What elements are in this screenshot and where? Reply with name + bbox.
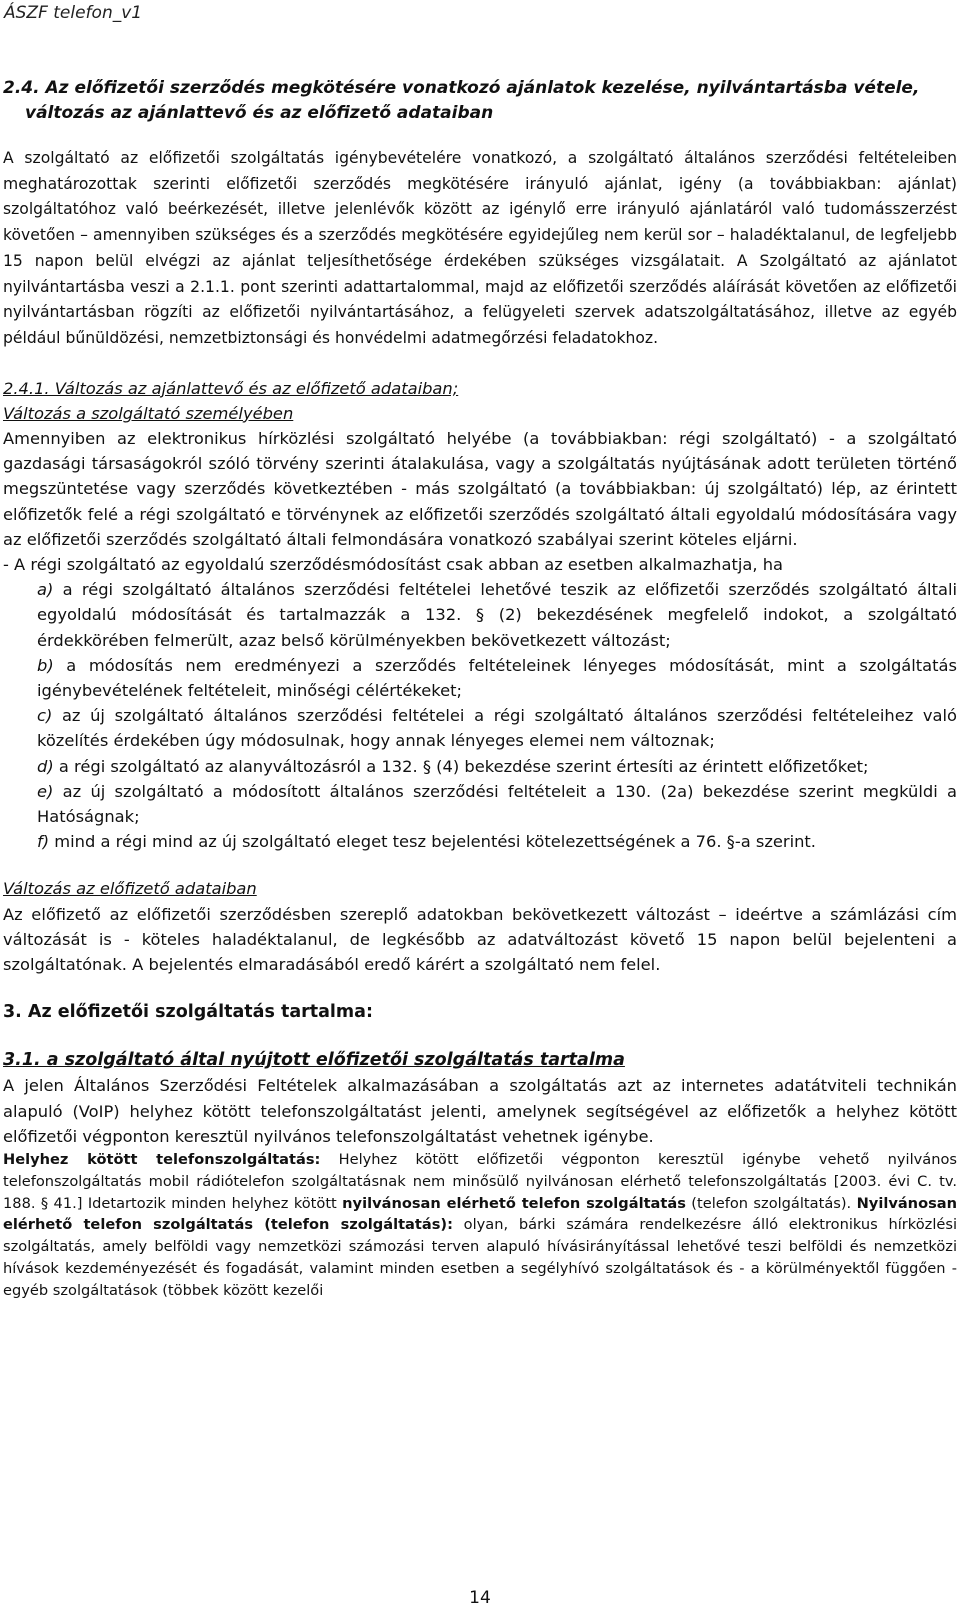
subscriber-change-paragraph: Az előfizető az előfizetői szerződésben szereplő adatokban bekövetkezett változást – ideértve a számlázási cím változását is - köteles haladéktalanul, de legkésőbb az adatváltozást követő 15 napon belül bejelenteni a szolgáltatónak. A bejelentés elmaradásából eredő kárért a szolgáltató nem felel. xyxy=(3,904,957,975)
list-item-text: az új szolgáltató a módosított általános szerződési feltételeit a 130. (2a) bekezdése szerint megküldi a Hatóságnak; xyxy=(37,781,957,827)
document-body xyxy=(3,76,957,1301)
list-item-text: az új szolgáltató általános szerződési feltételei a régi szolgáltató általános szerződési feltételeihez való közelítés érdekében úgy módosulnak, hogy annak lényeges elemei nem változnak; xyxy=(37,706,957,751)
list-item-marker: f) xyxy=(37,832,50,852)
list-item-marker: b) xyxy=(37,655,54,675)
list-item-text: a régi szolgáltató általános szerződési feltételei lehetővé teszik az előfizetői szerződés szolgáltató általi egyoldalú módosítását és tartalmazzák a 132. § (2) bekezdésének megfelelő indokot, a szolgáltató érdekkörében felmerült, azaz belső körülményekben bekövetkezett változást; xyxy=(37,580,957,650)
definition-tail: (telefon szolgáltatás). xyxy=(685,1194,857,1212)
list-item-marker: a) xyxy=(37,580,54,600)
definition-inline-bold: nyilvánosan elérhető telefon szolgáltatás xyxy=(342,1194,686,1212)
list-item xyxy=(3,577,957,653)
section-2-4-1-heading-text: 2.4.1. Változás az ajánlattevő és az előfizető adataiban; xyxy=(3,378,459,398)
subheading-provider-change xyxy=(3,401,957,426)
section-3-1-heading: 3.1. a szolgáltató által nyújtott előfizetői szolgáltatás tartalma xyxy=(3,1050,625,1071)
definition-text-public-telephony: olyan, bárki számára rendelkezésre álló elektronikus hírközlési szolgáltatás, amely belföldi vagy nemzetközi számozási terven alapuló hívásirányítással lehetővé teszi belföldi és nemzetközi hívások kezdeményezését és fogadását, valamint minden esetben a segélyhívó szolgáltatások és - a körülményektől függően - egyéb szolgáltatások (többek között kezelői xyxy=(3,1216,958,1299)
list-item-marker: e) xyxy=(37,781,54,801)
subheading-provider-change-text: Változás a szolgáltató személyében xyxy=(3,403,294,423)
list-item-text: a módosítás nem eredményezi a szerződés feltételeinek lényeges módosítását, mint a szolgáltatás igénybevételének feltételeit, minőségi célértékeket; xyxy=(37,655,957,701)
definition-term-fixed-telephony: Helyhez kötött telefonszolgáltatás: xyxy=(3,1150,321,1168)
page-number: 14 xyxy=(469,1588,491,1608)
definition-term-public-telephony: Nyilvánosan elérhető telefon szolgáltatás (telefon szolgáltatás): xyxy=(3,1194,958,1234)
list-item xyxy=(3,754,957,779)
section-3-heading: 3. Az előfizetői szolgáltatás tartalma: xyxy=(3,1002,373,1023)
amendment-condition-intro: - A régi szolgáltató az egyoldalú szerződésmódosítást csak abban az esetben alkalmazhatja, ha xyxy=(3,555,784,575)
list-item xyxy=(3,703,957,753)
list-item-marker: d) xyxy=(37,756,54,776)
subheading-subscriber-change xyxy=(3,876,957,901)
list-item xyxy=(3,653,957,703)
definition-text-fixed-telephony: Helyhez kötött előfizetői végponton keresztül igénybe vehető nyilvános telefonszolgáltatás mobil rádiótelefon szolgáltatásnak nem minősülő nyilvánosan elérhető telefonszolgáltatás [2003. évi C. tv. 188. § 41.] Idetartozik minden helyhez kötött xyxy=(3,1150,957,1212)
condition-list xyxy=(3,577,957,854)
list-item-marker: c) xyxy=(37,706,53,726)
definitions-paragraph xyxy=(3,1149,957,1302)
provider-change-paragraph: Amennyiben az elektronikus hírközlési szolgáltató helyébe (a továbbiakban: régi szolgáltató) - a szolgáltató gazdasági társaságokról szóló törvény szerinti átalakulása, vagy a szolgáltatás nyújtásának adott területen történő megszüntetése vagy szerződés következtében - más szolgáltató (a továbbiakban: új szolgáltató) lép, az érintett előfizetők felé a régi szolgáltató e törvénynek az előfizetői szerződés szolgáltató általi egyoldalú módosítására vagy az előfizetői szerződés szolgáltató általi felmondására vonatkozó szabályai szerint köteles eljárni. xyxy=(3,429,957,549)
list-item xyxy=(3,779,957,829)
list-item xyxy=(3,829,957,854)
section-2-4-heading: 2.4. Az előfizetői szerződés megkötésére vonatkozó ajánlatok kezelése, nyilvántartásba vétele, változás az ajánlattevő és az előfizető adataiban xyxy=(3,78,920,123)
document-header-title: ÁSZF telefon_v1 xyxy=(4,3,143,23)
section-2-4-1-heading xyxy=(3,376,957,401)
list-item-text: mind a régi mind az új szolgáltató eleget tesz bejelentési kötelezettségének a 76. §-a szerint. xyxy=(49,832,816,852)
section-3-1-paragraph: A jelen Általános Szerződési Feltételek alkalmazásában a szolgáltatás azt az internetes adatátviteli technikán alapuló (VoIP) helyhez kötött telefonszolgáltatást jelenti, amelynek segítségével az előfizetők a helyhez kötött előfizetői végponton keresztül nyilvános telefonszolgáltatást vehetnek igénybe. xyxy=(3,1076,957,1146)
list-item-text: a régi szolgáltató az alanyváltozásról a 132. § (4) bekezdése szerint értesíti az érintett előfizetőket; xyxy=(53,756,869,776)
subheading-subscriber-change-text: Változás az előfizető adataiban xyxy=(3,879,257,899)
section-2-4-paragraph: A szolgáltató az előfizetői szolgáltatás igénybevételére vonatkozó, a szolgáltató általános szerződési feltételeiben meghatározottak szerinti előfizetői szerződés megkötésére irányuló ajánlat, igény (a továbbiakban: ajánlat) szolgáltatóhoz való beérkezését, illetve jelenlévők között az igénylő erre irányuló ajánlatáról való tudomásszerzést követően – amennyiben szükséges és a szerződés megkötésére egyidejűleg nem kerül sor – haladéktalanul, de legfeljebb 15 napon belül elvégzi az ajánlat teljesíthetősége érdekében szükséges vizsgálatait. A Szolgáltató az ajánlatot nyilvántartásba veszi a 2.1.1. pont szerinti adattartalommal, majd az előfizetői szerződés aláírását követően az előfizetői nyilvántartásban rögzíti az előfizetői nyilvántartásához, a felügyeleti szervek adatszolgáltatásához, illetve az egyéb például bűnüldözési, nemzetbiztonsági és honvédelmi adatmegőrzési feladatokhoz. xyxy=(3,149,957,347)
